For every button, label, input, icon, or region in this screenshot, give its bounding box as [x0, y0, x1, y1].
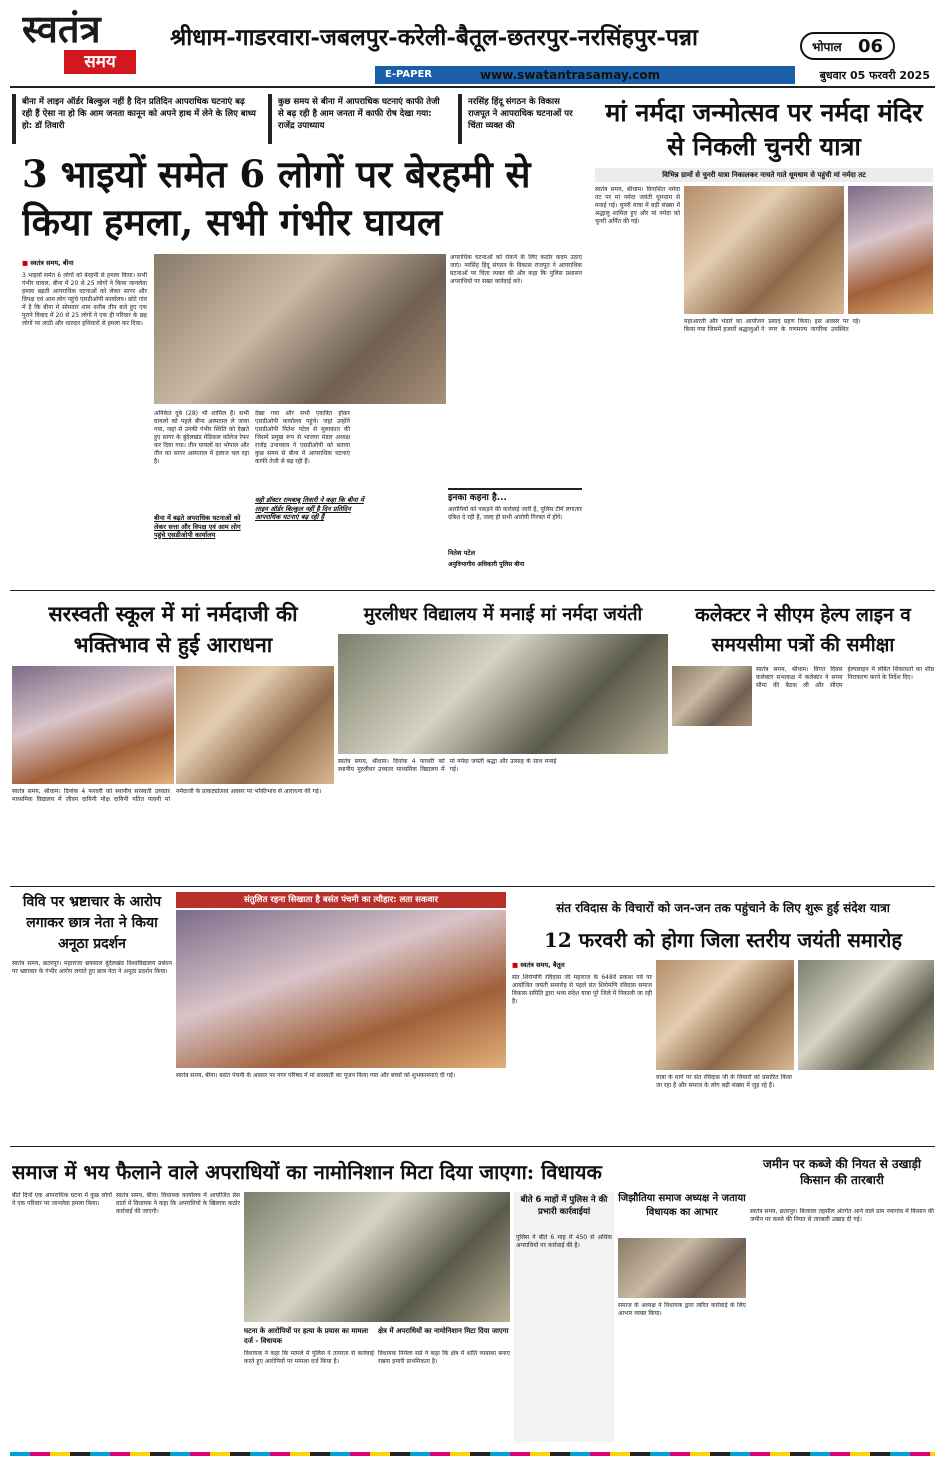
bottom-sub-2: [378, 1326, 510, 1442]
ravidas-photo-2: [798, 960, 934, 1070]
collector-headline: कलेक्टर ने सीएम हेल्प लाइन व समयसीमा पत्रों की समीक्षा: [695, 604, 911, 656]
main-body-col1: 3 भाइयों समेत 6 लोगों को बेरहमी से हमला किया। सभी गंभीर घायल, बीना में 20 से 25 लोगों ने किया जानलेवा हमला बढ़ती आपराधिक घटनाओं को लेकर सागर और विपक्ष एवं आम लोग पहुंचे एसडीओपी कार्यालय। छोटे गांव में है कि बीना में सोमवार शाम करीब तीन बजे हुए एक पुराने विवाद में 20 से 25 लोगों ने एक ही परिवार के छह लोगों पर लाठी और धारदार हथियारों से हमला कर दिया।: [22, 272, 147, 327]
saraswati-headline: सरस्वती स्कूल में मां नर्मदाजी की भक्तिभाव से हुई आराधना: [48, 601, 298, 657]
main-headline: 3 भाइयों समेत 6 लोगों पर बेरहमी से किया हमला, सभी गंभीर घायल: [22, 152, 531, 244]
quote-title: इनका कहना है...: [448, 493, 507, 503]
saraswati-body: स्वतंत्र समय, श्रीधाम। दिनांक 4 फरवरी को स्थानीय सरस्वती उच्चतर माध्यमिक विद्यालय में जीवन दायिनी मोक्ष दायिनी पतित पावनी मां नर्मदाजी के प्राकट्योत्सव अवसर पर भक्तिभाव से आराधना की गई।: [12, 788, 322, 803]
quote-role: अनुविभागीय अधिकारी पुलिस बीना: [448, 561, 525, 568]
main-body-col4: अपराधिक घटनाओं को रोकने के लिए कठोर कदम उठाए जाएं। नरसिंह हिंदू संगठन के विकास राजपूत ने आपराधिक घटनाओं पर चिंता व्यक्त की और कहा कि पुलिस प्रशासन अपराधियों पर सख्त कार्रवाई करे।: [450, 254, 582, 285]
murlidhar-headline: मुरलीधर विद्यालय में मनाई मां नर्मदा जयंती: [363, 604, 643, 625]
vivi-body: स्वतंत्र समय, छतरपुर। महाराजा छत्रसाल बुंदेलखंड विश्वविद्यालय प्रबंधन पर भ्रष्टाचार के गंभीर आरोप लगाते हुए छात्र नेता ने अनूठा प्रदर्शन किया।: [12, 960, 172, 975]
logo: [22, 8, 162, 78]
collector-photo: [672, 666, 752, 726]
main-box-1: बीना में बढ़ते अपराधिक घटनाओं को लेकर सत्ता और विपक्ष एवं आम लोग पहुंचे एसडीओपी कार्यालय: [154, 514, 241, 539]
bottom-photo: [244, 1192, 510, 1322]
logo-bottom: समय: [64, 50, 136, 74]
bottom-sub-1-body: विधायक ने कहा कि मामले में पुलिस ने तत्परता से कार्रवाई करते हुए आरोपियों पर मामला दर्ज किया है।: [244, 1350, 374, 1365]
bottom-sub-4-title: जिझौतिया समाज अध्यक्ष ने जताया विधायक का आभार: [618, 1193, 746, 1218]
banner-2: कुछ समय से बीना में आपराधिक घटनाएं काफी तेजी से बढ़ रही है आम जनता में काफी रोष देखा गया: राजेंद्र उपाध्याय: [268, 94, 453, 144]
basant-caption: संतुलित रहना सिखाता है बसंत पंचमी का त्यौहार: लता सकवार: [176, 892, 506, 908]
quote-box: [448, 488, 582, 578]
masthead: [0, 0, 945, 88]
vivi-headline: विवि पर भ्रष्टाचार के आरोप लगाकर छात्र नेता ने किया अनूठा प्रदर्शन: [22, 894, 162, 952]
kabja-body: स्वतंत्र समय, छतरपुर। बिजावर तहसील अंतर्गत आने वाले ग्राम नयागांव में किसान की जमीन पर कब्जे की नियत से तारबारी उखाड़ दी गई।: [750, 1208, 934, 1223]
murlidhar-body: स्वतंत्र समय, श्रीधाम। दिनांक 4 फरवरी को स्थानीय मुरलीधर उच्चतर माध्यमिक विद्यालय में मां नर्मदा जयंती श्रद्धा और उत्साह के साथ मनाई गई।: [338, 758, 557, 773]
bottom-sub-1-title: घटना के आरोपियों पर हत्या के प्रयास का मामला दर्ज - विधायक: [244, 1327, 369, 1345]
narmada-photo-1: [684, 186, 844, 314]
top-banners: [12, 94, 587, 144]
bottom-sub-4: [618, 1192, 746, 1442]
narmada-subhead: विभिन्न ग्रामों से चुनरी यात्रा निकालकर नाचते गाते धूमधाम से पहुंची मां नर्मदा तट: [595, 168, 933, 182]
quote-name: नितेश पटेल: [448, 549, 476, 557]
cities-strip: श्रीधाम-गाडरवारा-जबलपुर-करेली-बैतूल-छतरपुर-नरसिंहपुर-पन्ना: [170, 24, 698, 51]
main-byline: ■ स्वतंत्र समय, बीना: [22, 258, 222, 268]
narmada-body-1: स्वतंत्र समय, श्रीधाम। विनाशित नर्मदा तट पर मां नर्मदा जयंती धूमधाम से मनाई गई। चुनरी यात्रा में बड़ी संख्या में श्रद्धालु शामिल हुए और मां नर्मदा को चुनरी अर्पित की गई।: [595, 186, 680, 225]
bottom-sub-4-body: समाज के अध्यक्ष ने विधायक द्वारा त्वरित कार्रवाई के लिए आभार व्यक्त किया।: [618, 1302, 746, 1317]
ravidas-headline: 12 फरवरी को होगा जिला स्तरीय जयंती समारोह: [544, 928, 902, 952]
bottom-headline: समाज में भय फैलाने वाले अपराधियों का नामोनिशान मिटा दिया जाएगा: विधायक: [12, 1160, 602, 1184]
main-box-2: वही डॉक्टर रामबाबू तिवारी ने कहा कि बीना में लाइन ऑर्डर बिल्कुल नहीं है दिन प्रतिदिन आपराधिक घटनाएं बढ़ रही हैं: [255, 496, 364, 521]
website-link[interactable]: www.swatantrasamay.com: [480, 68, 661, 82]
ravidas-photo-1: [656, 960, 794, 1070]
narmada-headline: मां नर्मदा जन्मोत्सव पर नर्मदा मंदिर से निकली चुनरी यात्रा: [605, 98, 923, 161]
ravidas-kicker: संत रविदास के विचारों को जन-जन तक पहुंचाने के लिए शुरू हुई संदेश यात्रा: [556, 901, 890, 915]
ravidas-body: संत शिरोमणि रविदास जी महाराज के 648वें प्रकाश पर्व पर आयोजित जयंती समारोह से पहले संत शिरोमणि रविदास समाज विकास समिति द्वारा भव्य संदेश यात्रा पूरे जिले में निकाली जा रही है।: [512, 974, 652, 1005]
section-rule-3: [10, 1146, 935, 1147]
bottom-sub-3: [514, 1192, 614, 1442]
bottom-sub-2-body: विधायक निर्मला सप्रे ने कहा कि क्षेत्र में शांति व्यवस्था बनाए रखना हमारी प्राथमिकता है।: [378, 1350, 510, 1365]
logo-top: स्वतंत्र: [22, 8, 101, 50]
ravidas-body-2: यात्रा के मार्ग पर संत रविदास जी के विचारों को प्रसारित किया जा रहा है और समाज के लोग बड़ी संख्या में जुड़ रहे हैं।: [656, 1074, 792, 1089]
page-number: 06: [858, 36, 884, 57]
bottom-body-2: स्वतंत्र समय, बीना। विधायक कार्यालय में आयोजित प्रेस वार्ता में विधायक ने कहा कि अपराधियों के खिलाफ कठोर कार्रवाई की जाएगी।: [116, 1192, 240, 1215]
banner-1: बीना में लाइन ऑर्डर बिल्कुल नहीं है दिन प्रतिदिन आपराधिक घटनाएं बढ़ रही हैं ऐसा ना हो कि आम जनता कानून को अपने हाथ में लेने के लिए बाध्य हो: डॉ तिवारी: [12, 94, 262, 144]
main-body-col2: अनिकेत दुबे (28) भी शामिल हैं। सभी घायलों को पहले बीना अस्पताल ले जाया गया, जहां से उनकी गंभीर स्थिति को देखते हुए सागर के बुंदेलखंड मेडिकल कॉलेज रेफर कर दिया गया। तीन घायलों का भोपाल और तीन का सागर अस्पताल में इलाज चल रहा है।: [154, 410, 249, 465]
epaper-label: E-PAPER: [385, 69, 432, 80]
banner-3: नरसिंह हिंदू संगठन के विकास राजपूत ने आपराधिक घटनाओं पर चिंता व्यक्त की: [458, 94, 586, 144]
main-body-col3: देखा गया और सभी एकत्रित होकर एसडीओपी कार्यालय पहुंचे। जहां उन्होंने एसडीओपी नितेश पटेल से मुलाकात की जिसमें प्रमुख रूप से भाजपा मंडल अध्यक्ष राजेंद्र उपाध्याय ने एसडीओपी को बताया कुछ समय से बीना में आपराधिक घटनाएं काफी तेजी से बढ़ रही हैं।: [255, 410, 350, 465]
collector-body: स्वतंत्र समय, श्रीधाम। विगत दिवस कलेक्टर सभाकक्ष में कलेक्टर ने समय सीमा की बैठक ली और सीएम हेल्पलाइन में लंबित शिकायतों का शीघ्र निराकरण करने के निर्देश दिए।: [756, 666, 934, 689]
masthead-rule: [10, 86, 935, 88]
bottom-sub-3-body: पुलिस ने बीते 6 माह में 450 से अधिक अपराधियों पर कार्रवाई की है।: [516, 1234, 612, 1249]
quote-body: आरोपियों को पकड़ने की कार्रवाई जारी है, पुलिस टीमें लगातार दबिश दे रही हैं, जल्द ही सभी आरोपी गिरफ्त में होंगे।: [448, 506, 582, 521]
bottom-sub-3-title: बीते 6 माहों में पुलिस ने की प्रभारी कार्रवाईयां: [520, 1195, 608, 1217]
basant-photo: [176, 910, 506, 1068]
narmada-body-2: महाआरती और भंडारे का आयोजन किया गया जिसमें हजारों श्रद्धालुओं ने प्रसाद ग्रहण किया। इस अवसर पर नगर के गणमान्य नागरिक उपस्थित रहे।: [684, 318, 861, 333]
issue-date: बुधवार 05 फरवरी 2025: [819, 69, 930, 82]
section-rule-2: [10, 886, 935, 887]
main-photo: [154, 254, 446, 404]
narmada-photo-2: [848, 186, 933, 314]
basant-body: स्वतंत्र समय, बीना। बसंत पंचमी के अवसर पर नगर परिषद में मां सरस्वती का पूजन किया गया और बच्चों को शुभकामनाएं दी गईं।: [176, 1072, 456, 1079]
bottom-sub-1: [244, 1326, 374, 1442]
saraswati-photo-1: [12, 666, 174, 784]
bottom-sub-2-title: क्षेत्र में अपराधियों का नामोनिशान मिटा दिया जाएगा: [378, 1327, 509, 1335]
ravidas-byline: ■ स्वतंत्र समय, बैतूल: [512, 960, 652, 970]
edition-label: भोपाल: [812, 40, 842, 54]
section-rule-1: [10, 590, 935, 591]
kabja-headline: जमीन पर कब्जे की नियत से उखाड़ी किसान की तारबारी: [762, 1157, 922, 1187]
edition-box: [800, 32, 895, 60]
footer-strip: [10, 1452, 935, 1456]
saraswati-photo-2: [176, 666, 334, 784]
bottom-body-1: बीते दिनों एक आपराधिक घटना में कुछ लोगों ने एक परिवार पर जानलेवा हमला किया।: [12, 1192, 112, 1207]
bottom-sub-4-photo: [618, 1238, 746, 1298]
murlidhar-photo: [338, 634, 668, 754]
